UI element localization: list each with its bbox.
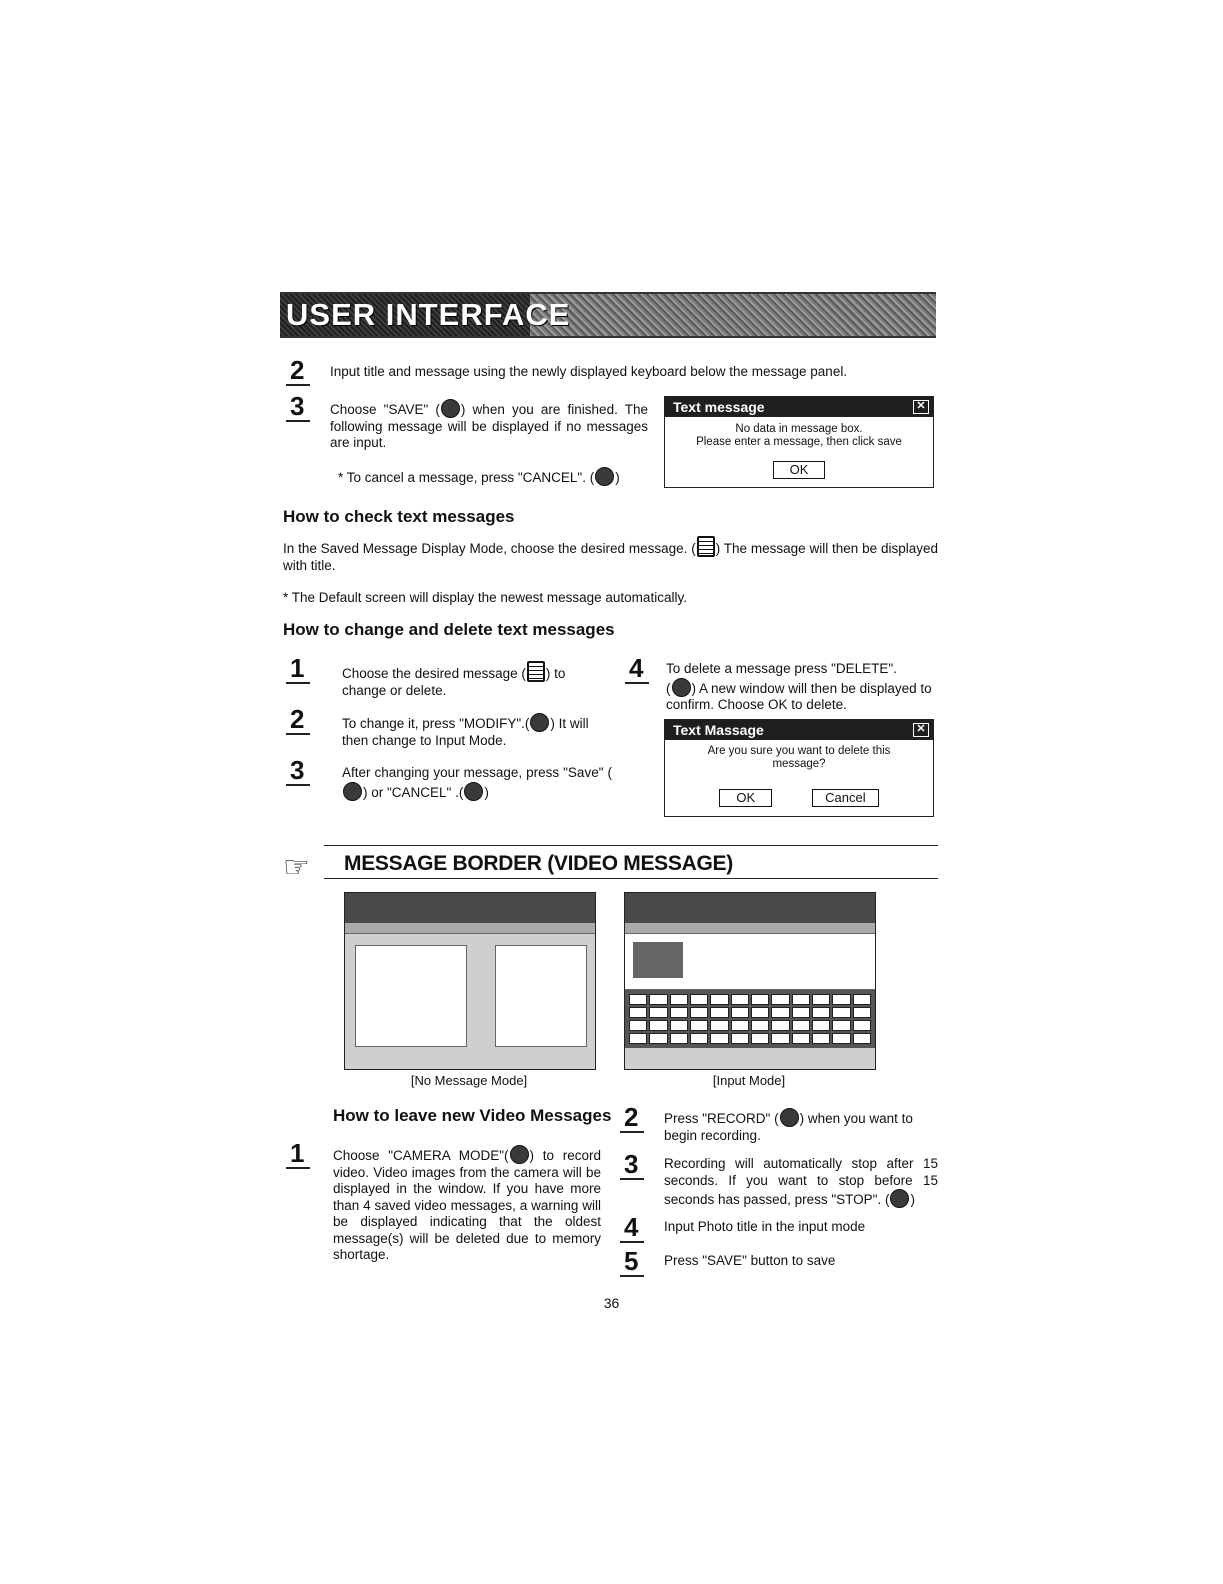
note-text: * To cancel a message, press "CANCEL". ( xyxy=(338,470,595,485)
document-icon xyxy=(697,536,715,557)
step-text-part: ) xyxy=(910,1192,915,1207)
dialog-line: message? xyxy=(772,758,826,770)
cancel-note xyxy=(338,467,648,487)
delete-confirm-dialog xyxy=(664,719,934,817)
step-text: Press "SAVE" button to save xyxy=(664,1253,836,1268)
step-text xyxy=(342,713,612,749)
check-note: * The Default screen will display the newest message automatically. xyxy=(283,590,687,605)
dialog-body xyxy=(665,740,933,807)
section2-title: MESSAGE BORDER (VIDEO MESSAGE) xyxy=(344,852,733,875)
step-text xyxy=(333,1145,601,1264)
dialog-title-bar xyxy=(665,397,933,417)
banner-title: USER INTERFACE xyxy=(286,297,571,332)
hand-icon: ☞ xyxy=(283,851,310,884)
step-text-part: Choose the desired message ( xyxy=(342,666,526,681)
step-text-part: ) to change or delete. xyxy=(342,666,566,698)
ok-button[interactable]: OK xyxy=(773,461,826,479)
change-heading: How to change and delete text messages xyxy=(283,620,615,639)
document-icon xyxy=(527,661,545,682)
screenshot-caption: [No Message Mode] xyxy=(410,1073,528,1088)
cancel-button[interactable]: Cancel xyxy=(812,789,878,807)
close-icon[interactable]: ✕ xyxy=(913,400,929,414)
screenshot-no-message-mode xyxy=(344,892,596,1070)
screenshot-header xyxy=(625,893,875,923)
step-text-part: Recording will automatically stop after 15 seconds. If you want to stop before 15 seconds has passed, press "STOP". ( xyxy=(664,1156,938,1207)
step-text-part: ) to record video. Video images from the camera will be displayed in the window. If you have more than 4 saved video messages, a warning will be displayed indicating that the oldest message(s) will be deleted due to memory shortage. xyxy=(333,1148,601,1262)
step-text-part: After changing your message, press "Save" ( xyxy=(342,765,612,780)
cancel-icon xyxy=(595,467,614,486)
dialog-title: Text Massage xyxy=(673,722,764,738)
step-text-part: Choose "CAMERA MODE"( xyxy=(333,1148,509,1163)
step-text-part: ) when you want to begin recording. xyxy=(664,1111,913,1143)
step-number: 5 xyxy=(620,1248,644,1277)
section-banner xyxy=(280,292,936,338)
step-text-part: ) or "CANCEL" .( xyxy=(363,784,464,800)
step-text xyxy=(342,661,612,699)
modify-icon xyxy=(530,713,549,732)
step-number: 2 xyxy=(620,1104,644,1133)
dialog-body xyxy=(665,417,933,479)
page-number: 36 xyxy=(603,1295,620,1311)
screenshot-toolbar xyxy=(345,923,595,934)
step-number: 4 xyxy=(620,1214,644,1243)
step-number: 2 xyxy=(286,706,310,735)
step-number: 3 xyxy=(620,1151,644,1180)
camera-icon xyxy=(510,1145,529,1164)
check-body xyxy=(283,536,938,574)
step-number: 4 xyxy=(625,655,649,684)
check-text: In the Saved Message Display Mode, choose the desired message. ( xyxy=(283,541,696,556)
dialog-title-bar xyxy=(665,720,933,740)
video-heading: How to leave new Video Messages xyxy=(333,1106,612,1125)
dialog-line: Are you sure you want to delete this xyxy=(707,745,891,757)
close-icon[interactable]: ✕ xyxy=(913,723,929,737)
screenshot-caption: [Input Mode] xyxy=(712,1073,786,1088)
screenshot-preview-panel xyxy=(495,945,587,1047)
check-text: ) The message will then be displayed with title. xyxy=(283,541,938,573)
step-number: 1 xyxy=(286,655,310,684)
screenshot-message-panel xyxy=(625,934,875,990)
step-number: 3 xyxy=(286,757,310,786)
step-text-part: ) when you are finished. The following message will be displayed if no messages are input. xyxy=(330,402,648,450)
step-text-part: Press "RECORD" ( xyxy=(664,1111,779,1126)
dialog-title: Text message xyxy=(673,399,765,415)
step-number: 3 xyxy=(286,393,310,422)
delete-icon xyxy=(672,678,691,697)
step-text: Input Photo title in the input mode xyxy=(664,1219,866,1234)
dialog-line: Please enter a message, then click save xyxy=(696,436,902,448)
step-number: 1 xyxy=(286,1140,310,1169)
screenshot-list-panel xyxy=(355,945,467,1047)
stop-icon xyxy=(890,1189,909,1208)
dialog-line: No data in message box. xyxy=(735,423,863,435)
step-text-part: To change it, press "MODIFY".( xyxy=(342,716,530,731)
step-text xyxy=(664,1108,938,1144)
ok-button[interactable]: OK xyxy=(719,789,772,807)
record-icon xyxy=(780,1108,799,1127)
step-text-part: ) It will then change to Input Mode. xyxy=(342,716,589,748)
note-text: ) xyxy=(615,470,620,485)
step-text xyxy=(664,1156,938,1209)
step-number: 2 xyxy=(286,357,310,386)
check-heading: How to check text messages xyxy=(283,507,515,526)
step-text-part: To delete a message press "DELETE". xyxy=(666,661,897,676)
thumbnail xyxy=(633,942,683,978)
screenshot-header xyxy=(345,893,595,923)
save-icon xyxy=(441,399,460,418)
save-icon xyxy=(343,782,362,801)
on-screen-keyboard xyxy=(625,990,875,1048)
cancel-icon xyxy=(464,782,483,801)
step-text xyxy=(342,765,612,801)
screenshot-input-mode xyxy=(624,892,876,1070)
screenshot-toolbar xyxy=(625,923,875,934)
step-text: Input title and message using the newly displayed keyboard below the message panel. xyxy=(330,364,848,379)
step-text-part: ) A new window will then be displayed to confirm. Choose OK to delete. xyxy=(666,680,932,712)
step-text-part: Choose "SAVE" ( xyxy=(330,402,440,417)
text-message-dialog xyxy=(664,396,934,488)
step-text-part: ) xyxy=(484,784,489,800)
step-text xyxy=(330,399,648,452)
step-text: To delete a message press "DELETE". ( ) A new window will then be displayed to confirm. Choose OK to delete. xyxy=(666,661,932,712)
